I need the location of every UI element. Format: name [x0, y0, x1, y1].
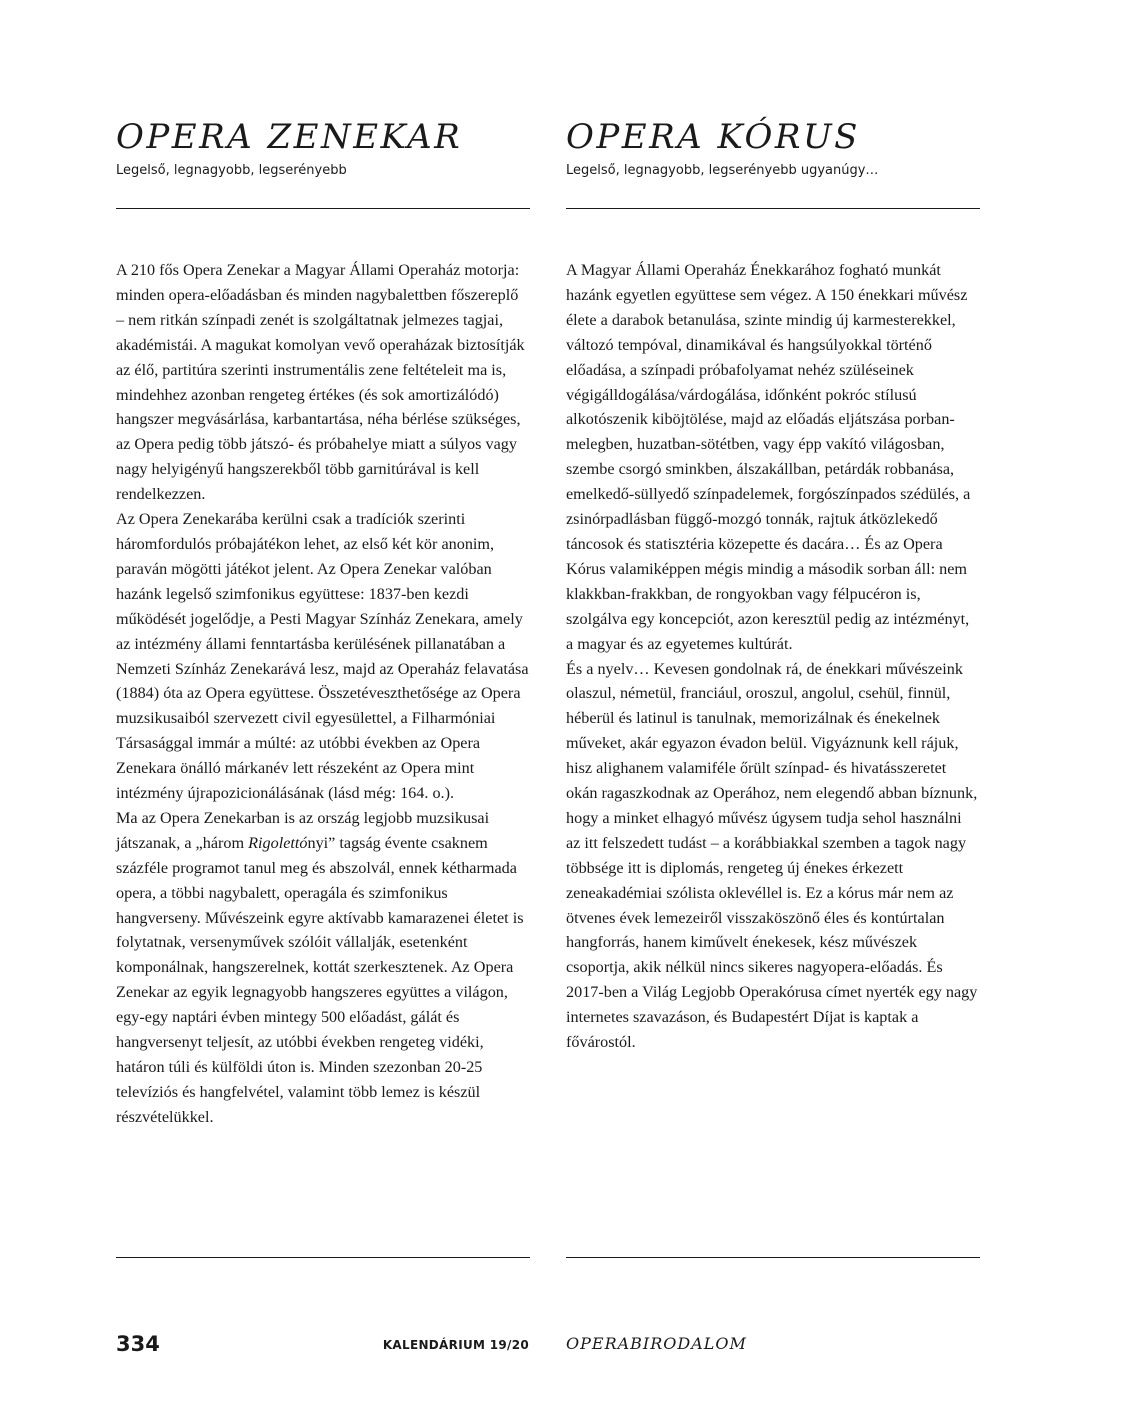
- rigoletto-italic: Rigolettó: [248, 833, 308, 852]
- right-top-divider: [566, 208, 980, 209]
- right-column-body: [566, 258, 980, 1055]
- left-column-subtitle: Legelső, legnagyobb, legserényebb: [116, 163, 347, 178]
- right-paragraph-2: És a nyelv… Kevesen gondolnak rá, de énekkari művészeink olaszul, németül, franciául, oroszul, angolul, csehül, finnül, héberül és latinul is tanulnak, memorizálnak és énekelnek műveket, akár egyazon évadon belül. Vigyáznunk kell rájuk, hisz alighanem valamiféle őrült színpad- és hivatásszeretet okán ragaszkodnak az Operához, nem elegendő abban bíznunk, hogy a minket elhagyó művész úgysem tudja sehol használni az itt felszedett tudást – a korábbiakkal szemben a tagok nagy többsége itt is diplomás, rengeteg új énekes érkezett zeneakadémiai szólista oklevéllel is. Ez a kórus már nem az ötvenes évek lemezeiről visszaköszönő éles és kontúrtalan hangforrás, hanem kiművelt énekesek, kész művészek csoportja, akik nélkül nincs sikeres nagyopera-előadás. És 2017-ben a Világ Legjobb Operakórusa címet nyerték egy nagy internetes szavazáson, és Budapestért Díjat is kaptak a fővárostól.: [566, 659, 978, 1052]
- left-paragraph-3: Ma az Opera Zenekarban is az ország legjobb muzsikusai játszanak, a „három Rigolettónyi” tagság évente csaknem százféle programot tanul meg és abszolvál, ennek kétharmada opera, a többi nagybalett, operagála és szimfonikus hangverseny. Művészeink egyre aktívabb kamarazenei életet is folytatnak, versenyművek szólóit vállalják, esetenként komponálnak, hangszerelnek, kottát szerkesztenek. Az Opera Zenekar az egyik legnagyobb hangszeres együttes a világon, egy-egy naptári évben mintegy 500 előadást, gálát és hangversenyt teljesít, az utóbbi években rengeteg vidéki, határon túli és külföldi úton is. Minden szezonban 20-25 televíziós és hangfelvétel, valamint több lemez is készül részvételükkel.: [116, 808, 524, 1126]
- left-paragraph-1: A 210 fős Opera Zenekar a Magyar Állami Operaház motorja: minden opera-előadásban és minden nagybalettben főszereplő – nem ritkán színpadi zenét is szolgáltatnak jelmezes tagjai, akadémistái. A magukat komolyan vevő operaházak biztosítják az élő, partitúra szerinti instrumentális zene feltételeit ma is, mindehhez azonban rengeteg értékes (és sok amortizálódó) hangszer megvásárlása, karbantartása, néha bérlése szükséges, az Opera pedig több játszó- és próbahelye miatt a súlyos vagy nagy helyigényű hangszerekből több garnitúrával is kell rendelkezzen.: [116, 261, 525, 504]
- left-top-divider: [116, 208, 530, 209]
- right-column-subtitle: Legelső, legnagyobb, legserényebb ugyanúgy…: [566, 163, 879, 178]
- section-name: OPERABIRODALOM: [566, 1334, 747, 1353]
- left-bottom-divider: [116, 1257, 530, 1258]
- right-bottom-divider: [566, 1257, 980, 1258]
- right-paragraph-1: A Magyar Állami Operaház Énekkarához fogható munkát hazánk egyetlen együttese sem végez. A 150 énekkari művész élete a darabok betanulása, szinte mindig új karmesterekkel, változó tempóval, dinamikával és hangsúlyokkal történő előadása, a színpadi próbafolyamat nehéz szüléseinek végigálldogálása/várdogálása, időnként pokróc stílusú alkotószenik kiböjtölése, majd az előadás eljátszása porban-melegben, huzatban-sötétben, vagy épp vakító világosban, szembe csorgó sminkben, álszakállban, petárdák robbanása, emelkedő-süllyedő színpadelemek, forgószínpados szédülés, a zsinórpadlásban függő-mozgó tonnák, rajtuk átközlekedő táncosok és statisztéria közepette és dacára… És az Opera Kórus valamiképpen mégis mindig a második sorban áll: nem klakkban-frakkban, de rongyokban vagy félpucéron is, szolgálva egy koncepciót, azon keresztül pedig az intézményt, a magyar és az egyetemes kultúrát.: [566, 261, 971, 653]
- publication-name: KALENDÁRIUM 19/20: [382, 1338, 529, 1352]
- right-column-title: OPERA KÓRUS: [566, 117, 860, 157]
- left-column-title: OPERA ZENEKAR: [116, 117, 463, 157]
- left-column-body: [116, 258, 530, 1130]
- page-number: 334: [116, 1332, 160, 1356]
- left-paragraph-2: Az Opera Zenekarába kerülni csak a tradíciók szerinti háromfordulós próbajátékon lehet, az első két kör anonim, paraván mögötti játékot jelent. Az Opera Zenekar valóban hazánk legelső szimfonikus együttese: 1837-ben kezdi működését jogelődje, a Pesti Magyar Színház Zenekara, amely az intézmény állami fenntartásba kerülésének pillanatában a Nemzeti Színház Zenekarává lesz, majd az Operaház felavatása (1884) óta az Opera együttese. Összetéveszthetősége az Opera muzsikusaiból szervezett civil egyesülettel, a Filharmóniai Társasággal immár a múlté: az utóbbi években az Opera Zenekara önálló márkanév lett részeként az Opera mint intézmény újrapozicionálásának (lásd még: 164. o.).: [116, 510, 529, 803]
